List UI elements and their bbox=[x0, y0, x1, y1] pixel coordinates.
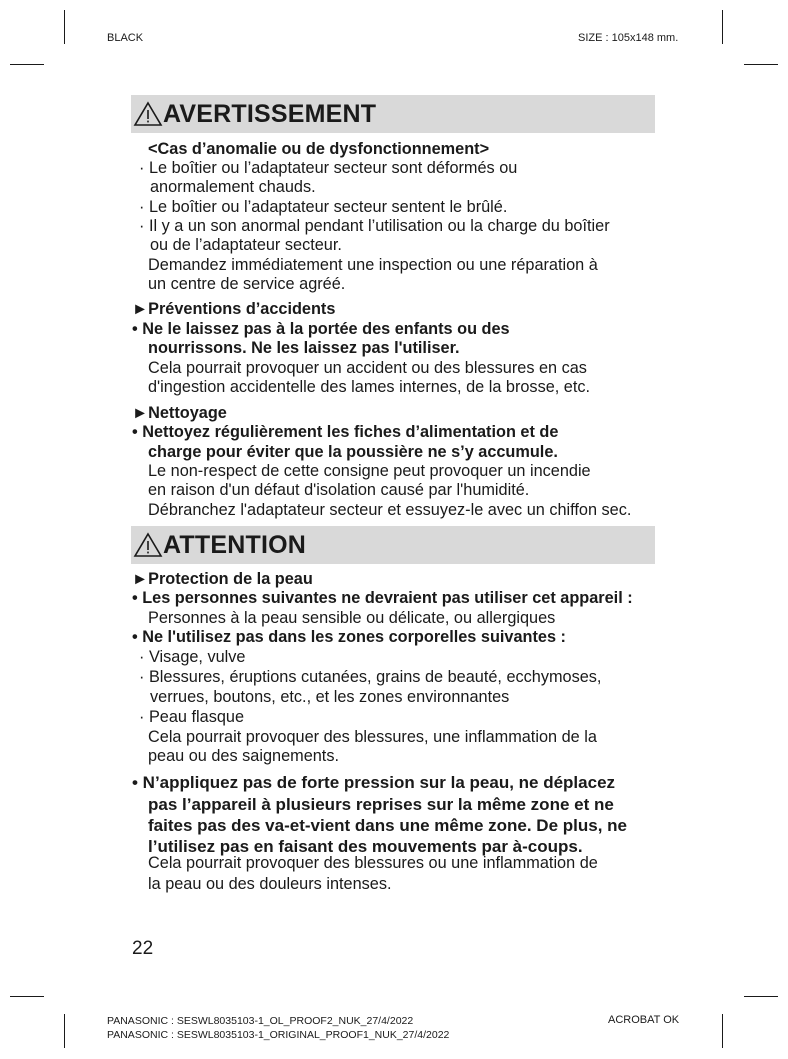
caution-text-line: peau ou des saignements. bbox=[148, 747, 339, 765]
crop-mark bbox=[10, 996, 44, 997]
caution-banner bbox=[131, 526, 655, 564]
crop-mark bbox=[744, 64, 778, 65]
crop-mark bbox=[64, 1014, 65, 1048]
proof-line-2: PANASONIC : SESWL8035103-1_ORIGINAL_PROOF1_NUK_27/4/2022 bbox=[107, 1029, 450, 1041]
caution-text-line: Personnes à la peau sensible ou délicate, ou allergiques bbox=[148, 609, 556, 627]
caution-text-line: verrues, boutons, etc., et les zones environnantes bbox=[150, 688, 510, 706]
warning-text-line: · Le boîtier ou l’adaptateur secteur sentent le brûlé. bbox=[139, 198, 508, 216]
warning-banner bbox=[131, 95, 655, 133]
caution-text-line: la peau ou des douleurs intenses. bbox=[148, 875, 392, 893]
caution-text-line: faites pas des va-et-vient dans une même zone. De plus, ne bbox=[148, 816, 627, 835]
color-label: BLACK bbox=[107, 32, 144, 44]
size-label: SIZE : 105x148 mm. bbox=[578, 32, 679, 44]
caution-text-line: Cela pourrait provoquer des blessures ou une inflammation de bbox=[148, 854, 598, 872]
warning-triangle-icon bbox=[133, 100, 163, 128]
crop-mark bbox=[64, 10, 65, 44]
crop-mark bbox=[722, 10, 723, 44]
caution-text-line: • Les personnes suivantes ne devraient pas utiliser cet appareil : bbox=[132, 589, 633, 607]
page-number: 22 bbox=[132, 938, 154, 959]
warning-text-line: charge pour éviter que la poussière ne s’y accumule. bbox=[148, 443, 558, 461]
caution-title: ATTENTION bbox=[163, 530, 306, 559]
warning-text-line: Le non-respect de cette consigne peut provoquer un incendie bbox=[148, 462, 591, 480]
warning-triangle-icon bbox=[133, 531, 163, 559]
caution-text-line: · Visage, vulve bbox=[139, 648, 246, 666]
caution-text-line: Cela pourrait provoquer des blessures, une inflammation de la bbox=[148, 728, 597, 746]
crop-mark bbox=[722, 1014, 723, 1048]
warning-text-line: • Nettoyez régulièrement les fiches d’alimentation et de bbox=[132, 423, 559, 441]
warning-text-line: anormalement chauds. bbox=[150, 178, 316, 196]
proof-line-1: PANASONIC : SESWL8035103-1_OL_PROOF2_NUK_27/4/2022 bbox=[107, 1015, 414, 1027]
warning-text-line: d'ingestion accidentelle des lames internes, de la brosse, etc. bbox=[148, 378, 591, 396]
warning-text-line: · Le boîtier ou l’adaptateur secteur sont déformés ou bbox=[139, 159, 518, 177]
caution-text-line: · Peau flasque bbox=[139, 708, 244, 726]
crop-mark bbox=[10, 64, 44, 65]
cleaning-heading: ►Nettoyage bbox=[132, 404, 227, 422]
caution-text-line: l’utilisez pas en faisant des mouvements par à-coups. bbox=[148, 837, 583, 856]
caution-text-line: • N’appliquez pas de forte pression sur la peau, ne déplacez bbox=[132, 773, 616, 792]
acrobat-status: ACROBAT OK bbox=[608, 1014, 680, 1026]
warning-text-line: • Ne le laissez pas à la portée des enfants ou des bbox=[132, 320, 510, 338]
warning-text-line: · Il y a un son anormal pendant l’utilisation ou la charge du boîtier bbox=[139, 217, 610, 235]
warning-text-line: Cela pourrait provoquer un accident ou des blessures en cas bbox=[148, 359, 587, 377]
warning-text-line: en raison d'un défaut d'isolation causé par l'humidité. bbox=[148, 481, 530, 499]
caution-text-line: pas l’appareil à plusieurs reprises sur la même zone et ne bbox=[148, 795, 614, 814]
caution-text-line: · Blessures, éruptions cutanées, grains de beauté, ecchymoses, bbox=[139, 668, 602, 686]
crop-mark bbox=[744, 996, 778, 997]
warning-text-line: Demandez immédiatement une inspection ou une réparation à bbox=[148, 256, 598, 274]
caution-text-line: • Ne l'utilisez pas dans les zones corporelles suivantes : bbox=[132, 628, 566, 646]
anomaly-heading: <Cas d’anomalie ou de dysfonctionnement> bbox=[148, 140, 490, 158]
accident-prevention-heading: ►Préventions d’accidents bbox=[132, 300, 336, 318]
warning-text-line: Débranchez l'adaptateur secteur et essuyez-le avec un chiffon sec. bbox=[148, 501, 632, 519]
warning-text-line: un centre de service agréé. bbox=[148, 275, 346, 293]
warning-title: AVERTISSEMENT bbox=[163, 99, 377, 128]
warning-text-line: nourrissons. Ne les laissez pas l'utiliser. bbox=[148, 339, 460, 357]
skin-protection-heading: ►Protection de la peau bbox=[132, 570, 313, 588]
warning-text-line: ou de l’adaptateur secteur. bbox=[150, 236, 342, 254]
